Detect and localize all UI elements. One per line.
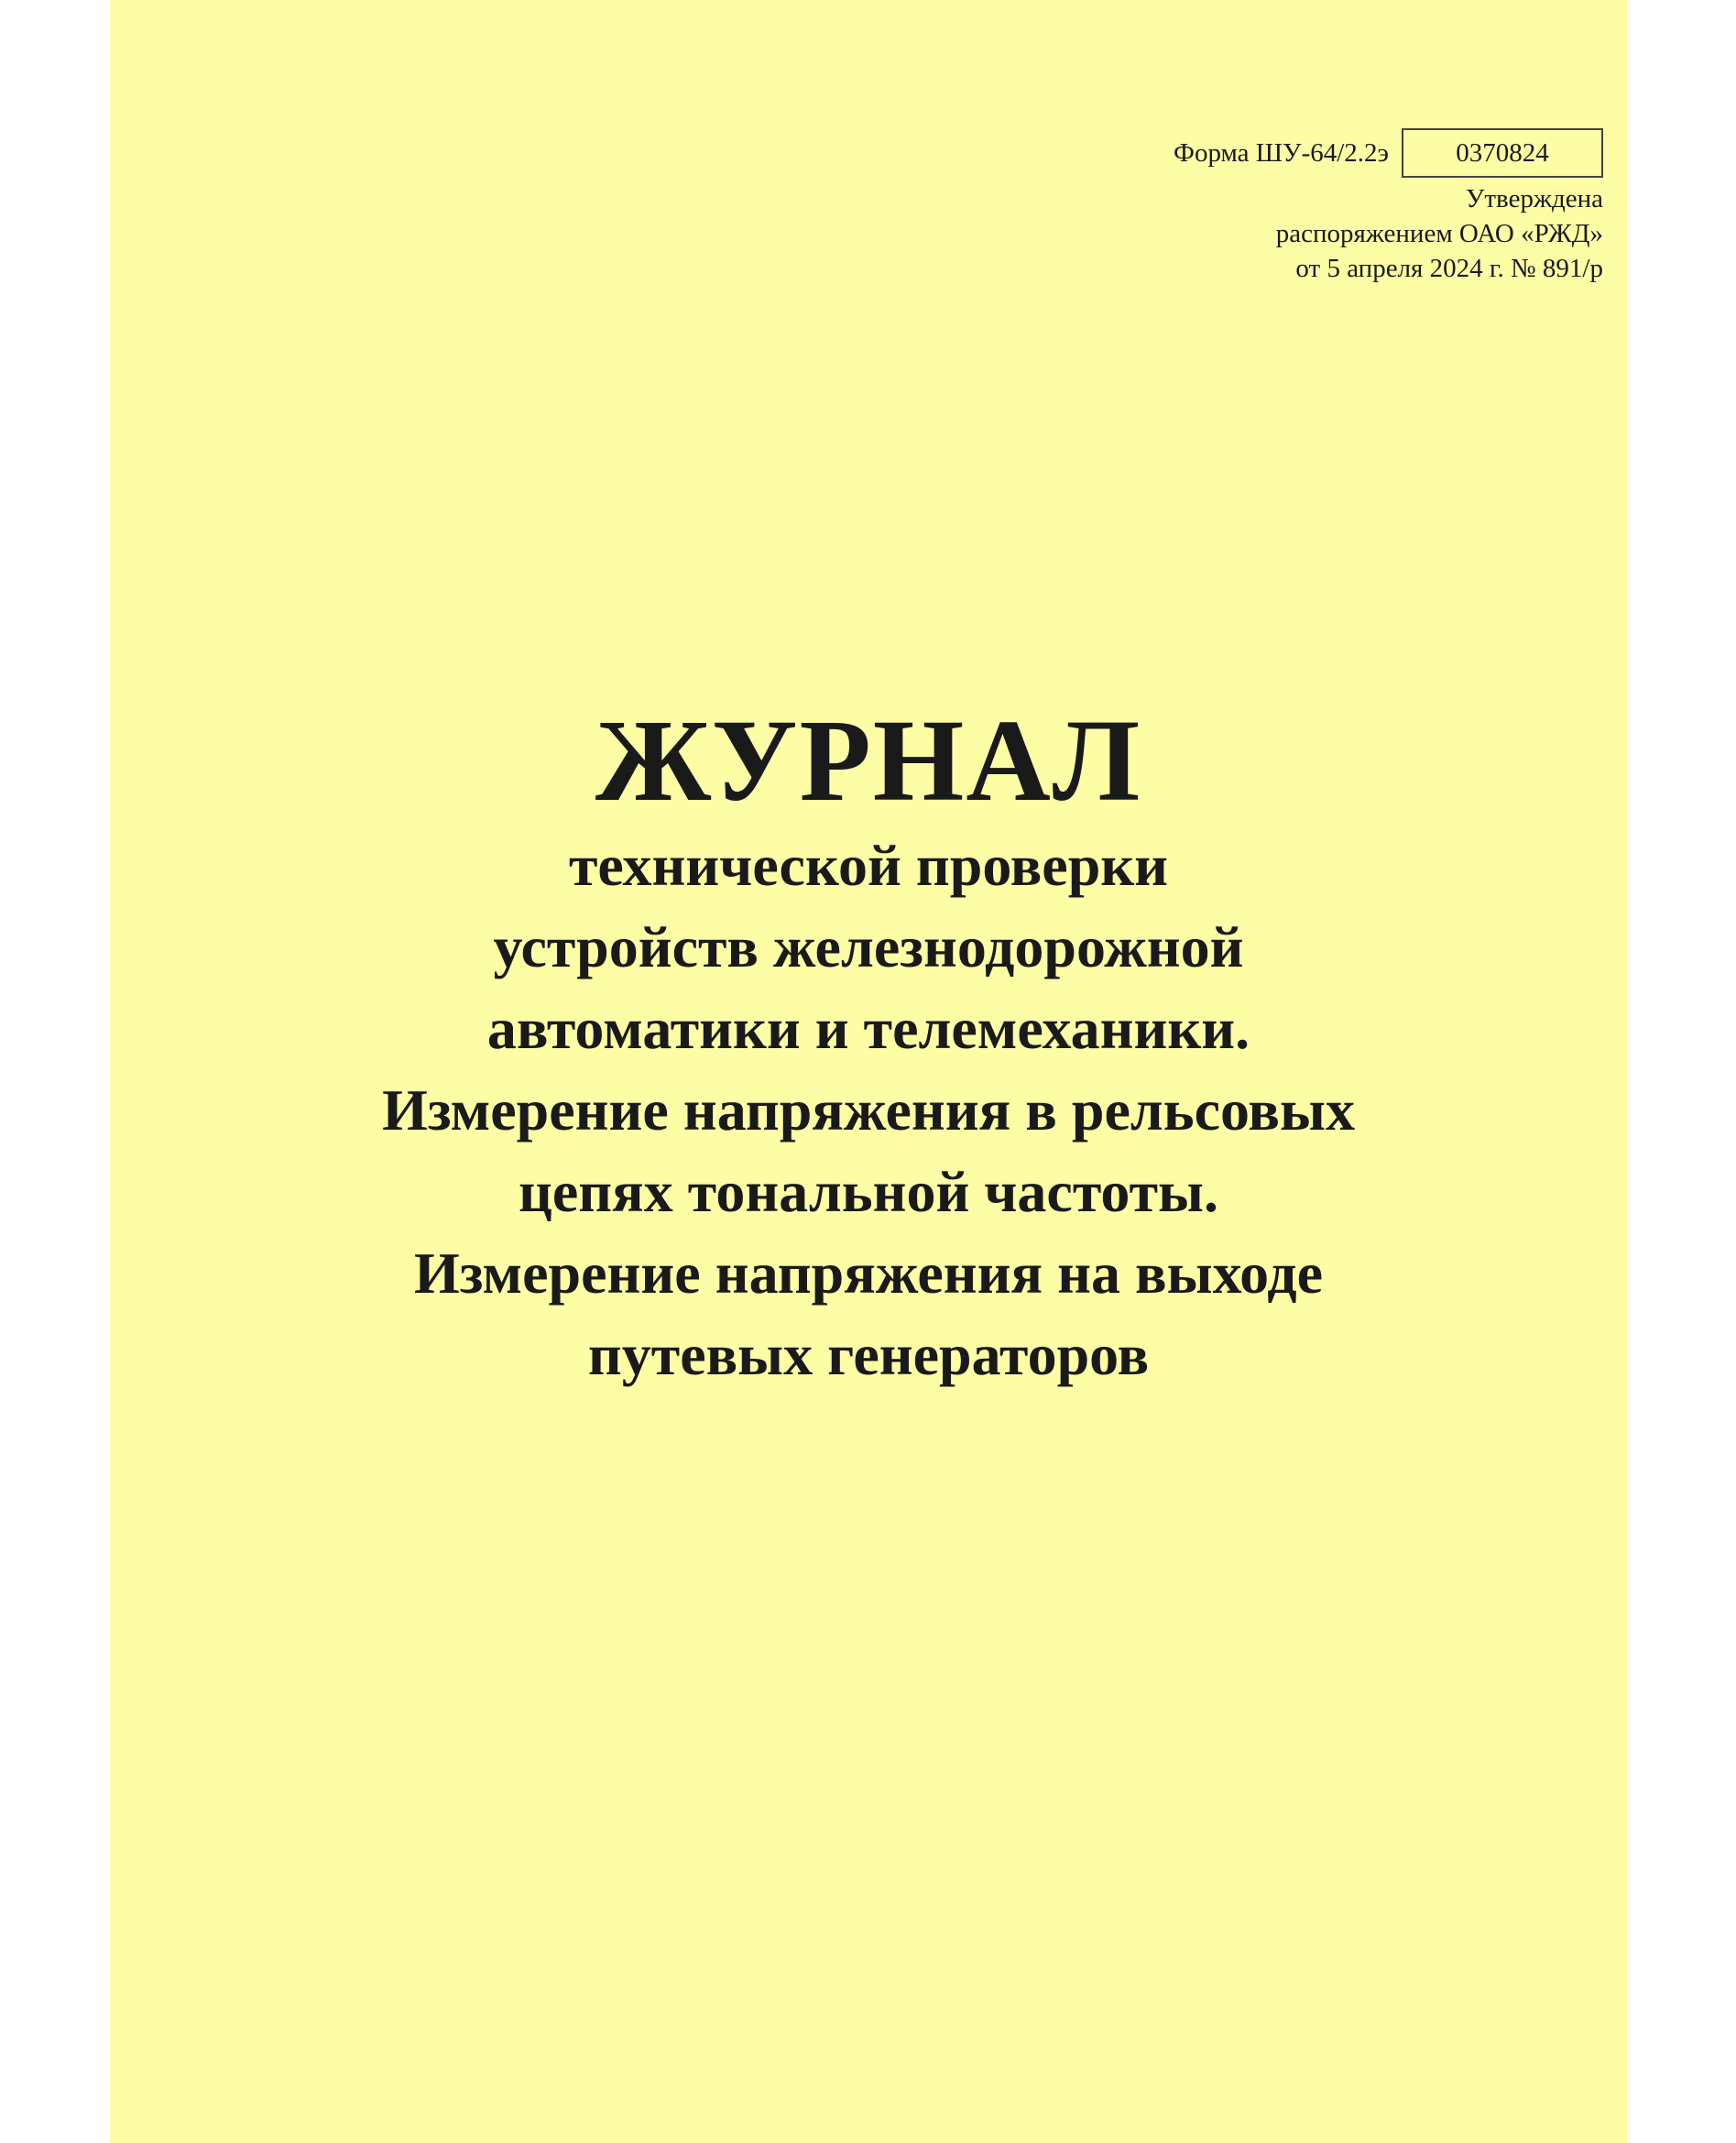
subtitle-line-6: Измерение напряжения на выходе bbox=[413, 1241, 1324, 1306]
approval-note bbox=[1026, 181, 1603, 286]
form-number-box: 0370824 bbox=[1402, 128, 1603, 178]
form-line bbox=[1026, 128, 1603, 178]
subtitle-line-7: путевых генераторов bbox=[587, 1322, 1150, 1387]
approval-line-2: распоряжением ОАО «РЖД» bbox=[1275, 219, 1603, 248]
approval-line-3: от 5 апреля 2024 г. № 891/р bbox=[1295, 254, 1603, 283]
subtitle bbox=[110, 825, 1627, 1395]
form-label: Форма ШУ-64/2.2э bbox=[1174, 137, 1389, 168]
title-block bbox=[110, 696, 1627, 1395]
subtitle-line-2: устройств железнодорожной bbox=[493, 914, 1244, 979]
main-title: ЖУРНАЛ bbox=[595, 695, 1142, 825]
subtitle-line-3: автоматики и телемеханики. bbox=[486, 996, 1250, 1061]
subtitle-line-5: цепях тональной частоты. bbox=[519, 1159, 1218, 1224]
form-header bbox=[1026, 128, 1603, 286]
approval-line-1: Утверждена bbox=[1465, 184, 1603, 213]
subtitle-line-1: технической проверки bbox=[568, 833, 1169, 898]
journal-cover bbox=[110, 0, 1627, 2143]
subtitle-line-4: Измерение напряжения в рельсовых bbox=[382, 1077, 1355, 1143]
